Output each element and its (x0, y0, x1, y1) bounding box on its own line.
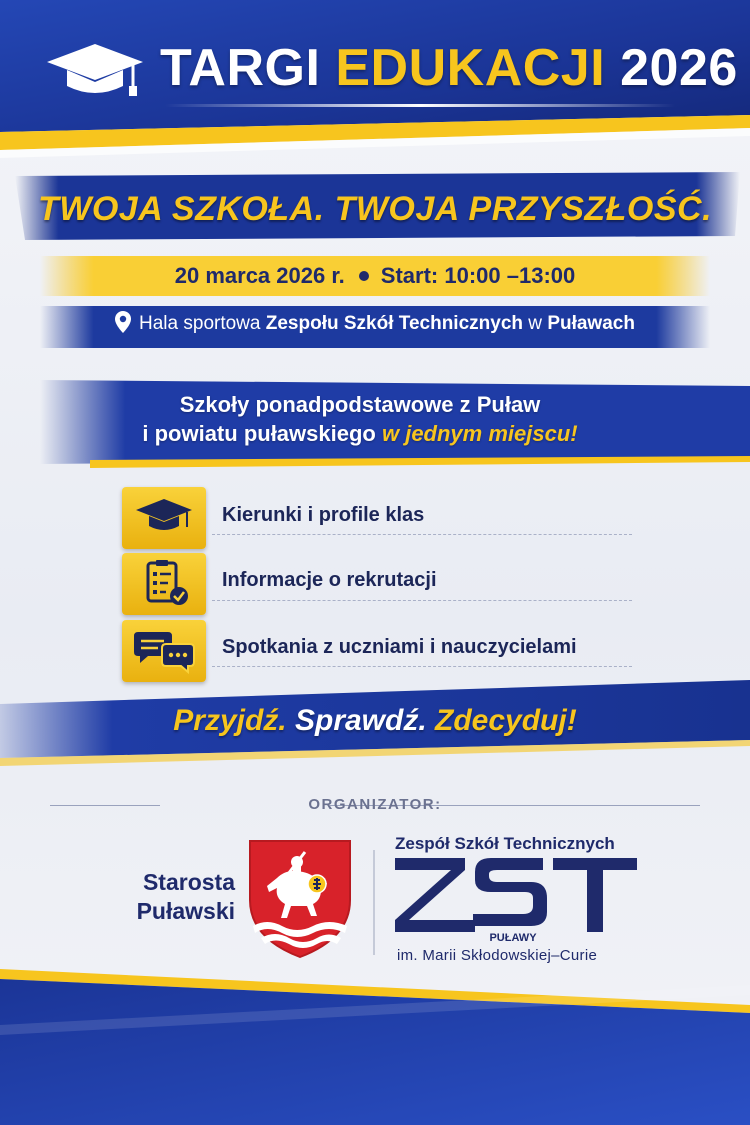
zst-city: PUŁAWY (489, 932, 537, 943)
bullet-dot (359, 271, 369, 281)
map-pin-icon (115, 311, 131, 333)
schools-line2: i powiatu puławskiego (142, 421, 376, 446)
feature-label-3: Spotkania z uczniami i nauczycielami (222, 636, 577, 658)
schools-line1: Szkoły ponadpodstawowe z Puław (179, 392, 541, 417)
event-location (0, 313, 750, 335)
clipboard-checklist-icon (122, 553, 206, 615)
title-targi: TARGI (160, 39, 321, 97)
starosta-name (95, 868, 235, 926)
location-prefix: Hala sportowa (139, 313, 261, 334)
feature-divider-1 (212, 534, 632, 535)
chat-bubbles-icon (122, 620, 206, 682)
event-time: Start: 10:00 –13:00 (380, 263, 576, 288)
feature-label-1: Kierunki i profile klas (222, 504, 425, 526)
event-date: 20 marca 2026 r. (174, 263, 345, 288)
title-edukacji: EDUKACJI (335, 39, 606, 97)
slogan-text: TWOJA SZKOŁA. TWOJA PRZYSZŁOŚĆ. (37, 190, 713, 228)
feature-divider-2 (212, 600, 632, 601)
location-school: Zespołu Szkół Technicznych (265, 313, 524, 334)
footer-band (0, 965, 750, 1125)
cta-decide: Zdecyduj! (435, 704, 577, 737)
starosta-line2: Puławski (136, 898, 235, 924)
organizer-separator (373, 850, 375, 955)
feature-divider-3 (212, 666, 632, 667)
title-underline (165, 104, 675, 107)
location-city: Puławach (547, 313, 635, 334)
schools-text (60, 390, 660, 448)
graduation-cap-icon (45, 42, 145, 102)
feature-icon-box-1 (122, 487, 206, 549)
location-mid: w (528, 313, 543, 334)
zst-patron: im. Marii Skłodowskiej–Curie (397, 947, 598, 964)
cta-check: Sprawdź. (294, 704, 427, 737)
feature-icon-box-2 (122, 553, 206, 615)
zst-school-name: Zespół Szkół Technicznych (395, 834, 615, 853)
pulawy-coat-of-arms (247, 838, 353, 960)
event-date-time (0, 263, 750, 289)
call-to-action (0, 704, 750, 738)
page-title (160, 38, 738, 98)
zst-logo (395, 858, 640, 943)
graduation-cap-icon (122, 487, 206, 549)
title-year: 2026 (620, 39, 738, 97)
starosta-line1: Starosta (142, 869, 235, 895)
feature-icon-box-3 (122, 620, 206, 682)
cta-come: Przyjdź. (173, 704, 287, 737)
organizer-label: ORGANIZATOR: (308, 796, 442, 813)
schools-highlight: w jednym miejscu! (381, 421, 578, 446)
feature-label-2: Informacje o rekrutacji (222, 569, 437, 591)
